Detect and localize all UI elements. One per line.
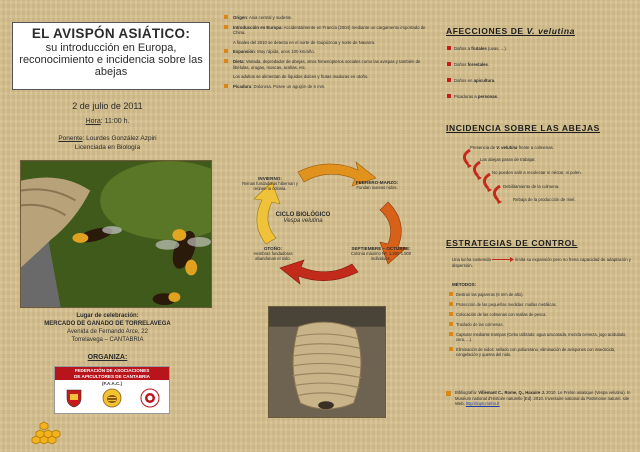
bee-hive-logo-icon (102, 388, 122, 408)
venue-city: Torrelavega – CANTABRIA (71, 337, 144, 343)
fact-expansion (233, 49, 431, 55)
afecciones-list (447, 46, 507, 110)
method-text: Capturar mediante trampas (Cebo utilizado: agua azucarada, mezcla cerveza, jugo acidulado, cera, ...). (456, 332, 627, 342)
time-value: : 11:00 h. (100, 118, 130, 125)
bullet-square-icon (447, 62, 451, 66)
incidencia-line-5: Rebaja de la producción de miel. (513, 197, 576, 202)
method-text: Eliminación de nidos: sellado con poliuretano, eliminación de avispones con insecticida, congelación y quema del nido. (456, 347, 616, 357)
incidencia-line-3: No pueden salir a recolectar ni néctar, ni polen. (492, 170, 582, 175)
incidencia-arrow-4 (494, 186, 500, 200)
method-text: Destruir las pajareras (6 mm de alto). (456, 292, 524, 297)
cycle-septiembre (342, 246, 420, 261)
federation-acronym: (F.A.A.C.) (102, 381, 122, 386)
cycle-title-text: CICLO BIOLÓGICO (275, 212, 331, 218)
method-item (449, 302, 635, 307)
speaker-label: Ponente (58, 135, 83, 142)
incidencia-line-1 (470, 145, 554, 150)
afeccion-post: . (487, 62, 490, 67)
speaker-role: Licenciada en Biología (74, 144, 141, 151)
federation-logo-box (54, 366, 170, 414)
fact-dieta-key: Dieta (233, 58, 244, 64)
venue (0, 312, 215, 344)
method-item (449, 322, 635, 327)
cycle-septiembre-text: Colonia máximo Nº: 1.200-1.800 individuos. (350, 251, 412, 261)
estrategias-note-b: limita su expansión pero no frena capacidad de adaptación y dispersión. (452, 257, 631, 268)
incidencia-line-2: Las abejas paran de trabajar. (480, 157, 536, 162)
fact-dieta-value: : Variada, depredador de abejas, otros himenópteros sociales como las avispas y también de libélulas, orugas, moscas, arañas, etc. (233, 58, 421, 70)
fact-expansion-value: : Muy rápida, unos 100 km/año. (254, 49, 315, 55)
cycle-febrero-text: Fundan nuevos nidos. (356, 185, 398, 190)
speaker (0, 134, 215, 152)
afeccion-pre: Daños (454, 62, 468, 67)
incidencia-arrow-2 (474, 162, 480, 176)
venue-place: MERCADO DE GANADO DE TORRELAVEGA (44, 321, 171, 327)
cycle-invierno-text: Reinas fundadoras hibernan y reúnen la colonia. (242, 181, 298, 191)
bullet-square-icon (446, 391, 451, 396)
incidencia-line-1-pre: Presencia de (470, 145, 497, 150)
fact-intro-value: Accidentalmente en Francia (2004) mediante un cargamento importado de China. (233, 24, 426, 36)
fact-adultos: Los adultos se alimentan de líquidos dulces y frutas maduras en otoño. (233, 74, 369, 80)
event-time (0, 118, 215, 125)
cycle-title (268, 212, 338, 224)
arrow-right-icon (492, 257, 514, 262)
method-text: Colocación de las colmenas con mallas de pesca. (456, 312, 547, 317)
method-item (449, 312, 635, 317)
method-item (449, 332, 635, 342)
method-text: Protección de las pequeñas medidas: mallas metálicas. (456, 302, 557, 307)
afecciones-title (446, 26, 575, 36)
cantabria-seal-icon (140, 388, 160, 408)
biblio-lead: Bibliografía: (455, 390, 479, 395)
event-date: 2 de julio de 2011 (72, 101, 143, 111)
fact-picadura-value: : Dolorosa. Posee un aguijón de 6 mm. (251, 83, 326, 89)
fact-intro (233, 25, 431, 36)
fact-origen (233, 15, 431, 21)
afeccion-forestales (447, 62, 507, 67)
biblio-text: 2010. Le Frelon asiatique (Vespa velutina). In Muséum national d'Histoire naturelle [Ed]. 2010. Inventaire national du Patrimoine naturel. (455, 390, 631, 401)
speaker-name: : Lourdes González Azpiri (82, 135, 157, 142)
afecciones-title-text: AFECCIONES DE (446, 26, 524, 36)
biblio-authors: Villemant C., Rome, Q., Haxaire J. (478, 390, 545, 395)
bullet-square-icon (449, 292, 453, 296)
bullet-square-icon (449, 322, 453, 326)
afeccion-apicultura (447, 78, 507, 83)
hornets-photo (20, 160, 212, 308)
federation-title-line1: FEDERACIÓN DE ASOCIACIONES (74, 368, 150, 373)
poster-title: EL AVISPÓN ASIÁTICO: (31, 26, 191, 41)
afeccion-post: . (497, 94, 499, 99)
bullet-square-icon (447, 78, 451, 82)
incidencia-arrow-3 (484, 174, 490, 188)
bibliography (446, 390, 636, 407)
poster-subtitle: su introducción en Europa, reconocimiento e incidencia sobre las abejas (19, 42, 203, 78)
fact-intro-key: Introducción en Europa: (233, 24, 283, 30)
fact-picadura-key: Picadura (233, 83, 252, 89)
cycle-septiembre-heading: SEPTIEMBRE – OCTUBRE: (351, 246, 411, 251)
bullet-square-icon (447, 46, 451, 50)
bullet-square-icon (449, 312, 453, 316)
afeccion-pre: Daños a (454, 46, 472, 51)
bullet-square-icon (449, 347, 453, 351)
cycle-febrero (346, 180, 408, 190)
afeccion-key: frutales (471, 46, 487, 51)
federation-logos (55, 388, 169, 408)
afeccion-personas (447, 94, 507, 99)
afeccion-post: (uvas, ...). (486, 46, 508, 51)
cycle-otono (245, 246, 301, 261)
metodos-label: MÉTODOS: (452, 282, 477, 287)
federation-title (55, 367, 169, 380)
biblio-link[interactable]: http://inpn.mnhn.fr (465, 401, 500, 407)
afeccion-key: apicultura (473, 78, 495, 83)
nest-photo (268, 306, 386, 418)
bullet-square-icon (224, 84, 228, 88)
title-box (12, 22, 210, 90)
bullet-square-icon (224, 59, 228, 63)
estrategias-note (452, 257, 634, 268)
bullet-square-icon (224, 49, 228, 53)
fact-expansion-key: Expansión (233, 49, 255, 55)
cycle-species: Vespa velutina (283, 218, 323, 224)
cycle-febrero-heading: FEBRERO-MARZO: (355, 180, 399, 185)
incidencia-line-1-post: frente a colmenas. (517, 145, 554, 150)
afeccion-pre: Picaduras a (454, 94, 478, 99)
incidencia-line-1-species: V. velutina (496, 145, 518, 150)
incidencia-line-4: Debilitamiento de la colmena. (503, 184, 560, 189)
federation-title-line2: DE APICULTORES DE CANTABRIA (74, 373, 150, 379)
bullet-square-icon (447, 94, 451, 98)
cycle-invierno-heading: INVIERNO: (258, 176, 282, 181)
honeycomb-icon (30, 412, 70, 446)
incidencia-title: INCIDENCIA SOBRE LAS ABEJAS (446, 123, 600, 133)
shield-logo-icon (64, 388, 84, 408)
time-label: Hora (85, 118, 101, 125)
cycle-arrow-bottom (280, 260, 358, 284)
bullet-square-icon (449, 332, 453, 336)
cycle-otono-heading: OTOÑO: (263, 246, 283, 251)
fact-origen-key: Origen (233, 15, 247, 20)
method-item (449, 292, 635, 297)
afeccion-frutales (447, 46, 507, 51)
incidencia-arrows (446, 138, 636, 218)
bullet-square-icon (224, 15, 228, 19)
bullet-square-icon (449, 302, 453, 306)
fact-picadura (233, 84, 431, 90)
estrategias-note-a: Una lucha sostenida (452, 257, 491, 262)
facts-list (233, 15, 431, 93)
methods-list (449, 292, 635, 362)
method-text: Traslado de las colmenas. (456, 322, 504, 327)
method-item (449, 347, 635, 357)
organizer-label: ORGANIZA: (87, 354, 128, 361)
afeccion-pre: Daños en (454, 78, 474, 83)
afeccion-key: forestales (467, 62, 488, 67)
bullet-square-icon (224, 25, 228, 29)
fact-final: A finales del 2010 se detecta en el norte de Guipúzcoa y norte de Navarra. (233, 39, 376, 45)
venue-label: Lugar de celebración: (76, 313, 139, 319)
cycle-invierno (238, 176, 302, 191)
fact-origen-value: : Asia central y sudeste. (246, 15, 293, 20)
afeccion-post: . (494, 78, 496, 83)
estrategias-title: ESTRATEGIAS DE CONTROL (446, 238, 578, 248)
fact-dieta (233, 59, 431, 70)
venue-street: Avenida de Fernando Arce, 22 (67, 329, 148, 335)
afecciones-title-species: V. velutina (526, 26, 576, 36)
biblio-web-label: site Web. (455, 395, 630, 407)
afeccion-key: personas (477, 94, 497, 99)
incidencia-arrow-1 (464, 150, 470, 164)
cycle-otono-text: Hembras fundadoras abandonan el nido. (253, 251, 293, 261)
